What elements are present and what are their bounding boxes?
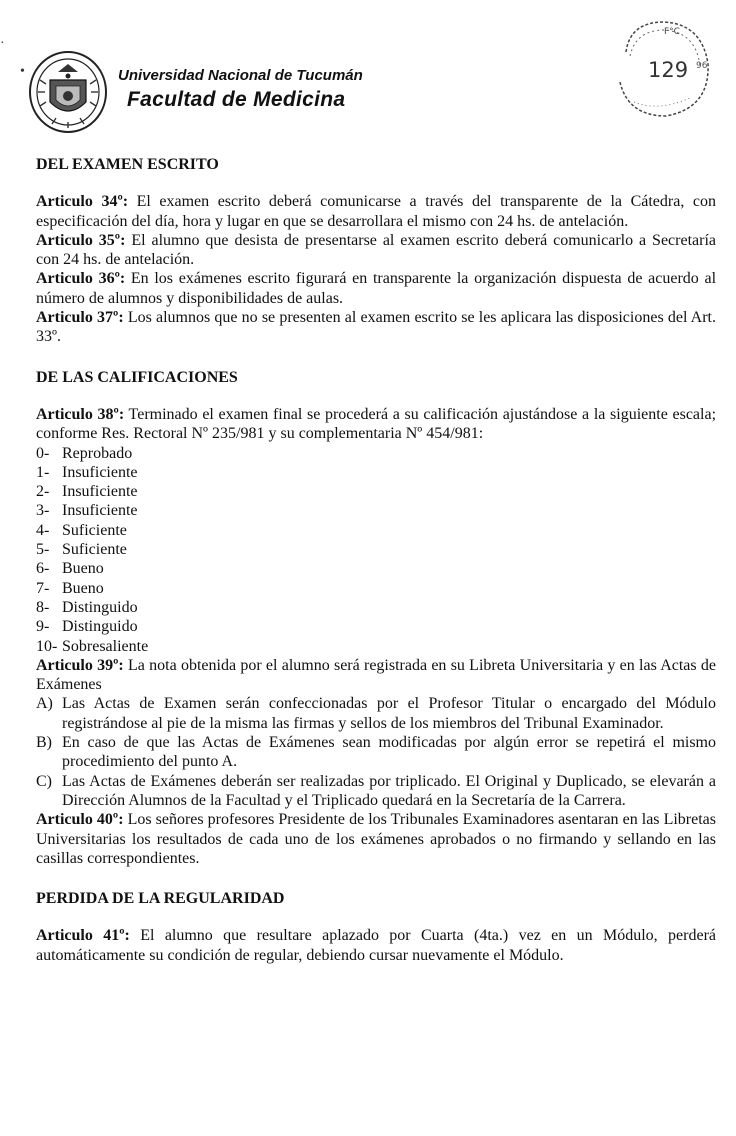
grade-label: Insuficiente	[62, 502, 138, 520]
article-text: El examen escrito deberá comunicarse a través del transparente de la Cátedra, con especificación del día, hora y lugar en que se desarrollara el mismo con 24 hs. de antelación.	[36, 193, 716, 230]
article-34	[36, 192, 716, 231]
folio-number: 129	[648, 58, 689, 82]
grade-item	[36, 501, 716, 520]
article-38	[36, 405, 716, 444]
grade-label: Bueno	[62, 579, 104, 597]
grade-item	[36, 444, 716, 463]
article-text: Los señores profesores Presidente de los Tribunales Examinadores asentaran en las Libretas Universitarias los resultados de cada uno de los exámenes aprobados o no firmando y sellando en las casillas correspondientes.	[36, 811, 717, 867]
university-name: Universidad Nacional de Tucumán	[118, 67, 363, 84]
grade-item	[36, 579, 716, 598]
article-text: En los exámenes escrito figurará en transparente la organización dispuesta de acuerdo al número de alumnos y disponibilidades de aulas.	[36, 270, 717, 307]
item-text: En caso de que las Actas de Exámenes sean modificadas por algún error se repetirá el mismo procedimiento del punto A.	[62, 734, 716, 771]
svg-text:F°C: F°C	[664, 27, 680, 37]
article-number: Articulo 40º:	[36, 811, 124, 829]
item-text: Las Actas de Exámenes deberán ser realizadas por triplicado. El Original y Duplicado, se elevarán a Dirección Alumnos de la Facultad y el Triplicado quedará en la Secretaría de la Carrera.	[62, 772, 716, 809]
section-heading-examen-escrito: DEL EXAMEN ESCRITO	[36, 156, 219, 173]
article-text: El alumno que resultare aplazado por Cuarta (4ta.) vez en un Módulo, perderá automáticamente su condición de regular, debiendo cursar nuevamente el Módulo.	[36, 927, 717, 964]
article-text: Terminado el examen final se procederá a su calificación ajustándose a la siguiente escala; conforme Res. Rectoral Nº 235/981 y su complementaria Nº 454/981:	[36, 405, 717, 443]
article-text: El alumno que desista de presentarse al examen escrito deberá comunicarlo a Secretaría con 24 hs. de antelación.	[36, 231, 717, 269]
grade-label: Insuficiente	[62, 483, 138, 501]
grade-label: Insuficiente	[62, 463, 138, 481]
item-letter: C)	[36, 772, 52, 790]
lettered-item	[36, 772, 716, 811]
grade-number: 10-	[36, 637, 58, 655]
lettered-item	[36, 733, 716, 772]
grade-number: 7-	[36, 579, 50, 597]
document-body	[36, 155, 716, 965]
grade-item	[36, 598, 716, 617]
article-35	[36, 231, 716, 270]
grade-label: Bueno	[62, 560, 104, 578]
grade-label: Sobresaliente	[62, 637, 149, 655]
grade-label: Distinguido	[62, 598, 138, 616]
article-number: Articulo 34º:	[36, 193, 129, 211]
item-letter: A)	[36, 695, 53, 713]
grade-item	[36, 559, 716, 578]
grade-number: 1-	[36, 463, 50, 481]
margin-dot: ·	[0, 36, 5, 51]
grade-item	[36, 463, 716, 482]
article-number: Articulo 35º:	[36, 231, 126, 249]
article-number: Articulo 37º:	[36, 309, 124, 327]
grade-scale-list	[36, 444, 716, 656]
grade-item	[36, 637, 716, 656]
grade-label: Distinguido	[62, 618, 138, 636]
article-39	[36, 656, 716, 695]
margin-dot: •	[20, 64, 25, 79]
article-number: Articulo 36º:	[36, 270, 126, 288]
faculty-name: Facultad de Medicina	[127, 88, 346, 111]
article-number: Articulo 39º:	[36, 656, 124, 674]
grade-item	[36, 540, 716, 559]
grade-label: Suficiente	[62, 541, 127, 559]
article-text: Los alumnos que no se presenten al examen escrito se les aplicara las disposiciones del Art. 33º.	[36, 309, 717, 346]
grade-item	[36, 482, 716, 501]
article-36	[36, 269, 716, 308]
article-37	[36, 308, 716, 347]
grade-number: 8-	[36, 598, 50, 616]
section-heading-calificaciones: DE LAS CALIFICACIONES	[36, 368, 238, 386]
item-text: Las Actas de Examen serán confeccionadas por el Profesor Titular o encargado del Módulo registrándose al pie de la misma las firmas y sellos de los miembros del Tribunal Examinador.	[62, 695, 716, 732]
article-41	[36, 926, 716, 965]
lettered-item	[36, 694, 716, 733]
university-seal	[28, 50, 108, 134]
grade-number: 4-	[36, 521, 50, 539]
grade-number: 2-	[36, 483, 50, 501]
grade-item	[36, 617, 716, 636]
article-number: Articulo 41º:	[36, 927, 130, 945]
grade-label: Reprobado	[62, 444, 133, 462]
article-text: La nota obtenida por el alumno será registrada en su Libreta Universitaria y en las Actas de Exámenes	[36, 656, 716, 694]
svg-text:96: 96	[696, 61, 708, 71]
grade-label: Suficiente	[62, 521, 127, 539]
article-number: Articulo 38º:	[36, 405, 125, 423]
grade-number: 0-	[36, 444, 50, 462]
grade-item	[36, 521, 716, 540]
grade-number: 6-	[36, 560, 50, 578]
grade-number: 9-	[36, 618, 50, 636]
item-letter: B)	[36, 734, 52, 752]
grade-number: 3-	[36, 502, 50, 520]
section-heading-regularidad: PERDIDA DE LA REGULARIDAD	[36, 890, 285, 908]
grade-number: 5-	[36, 541, 50, 559]
article-40	[36, 810, 716, 868]
